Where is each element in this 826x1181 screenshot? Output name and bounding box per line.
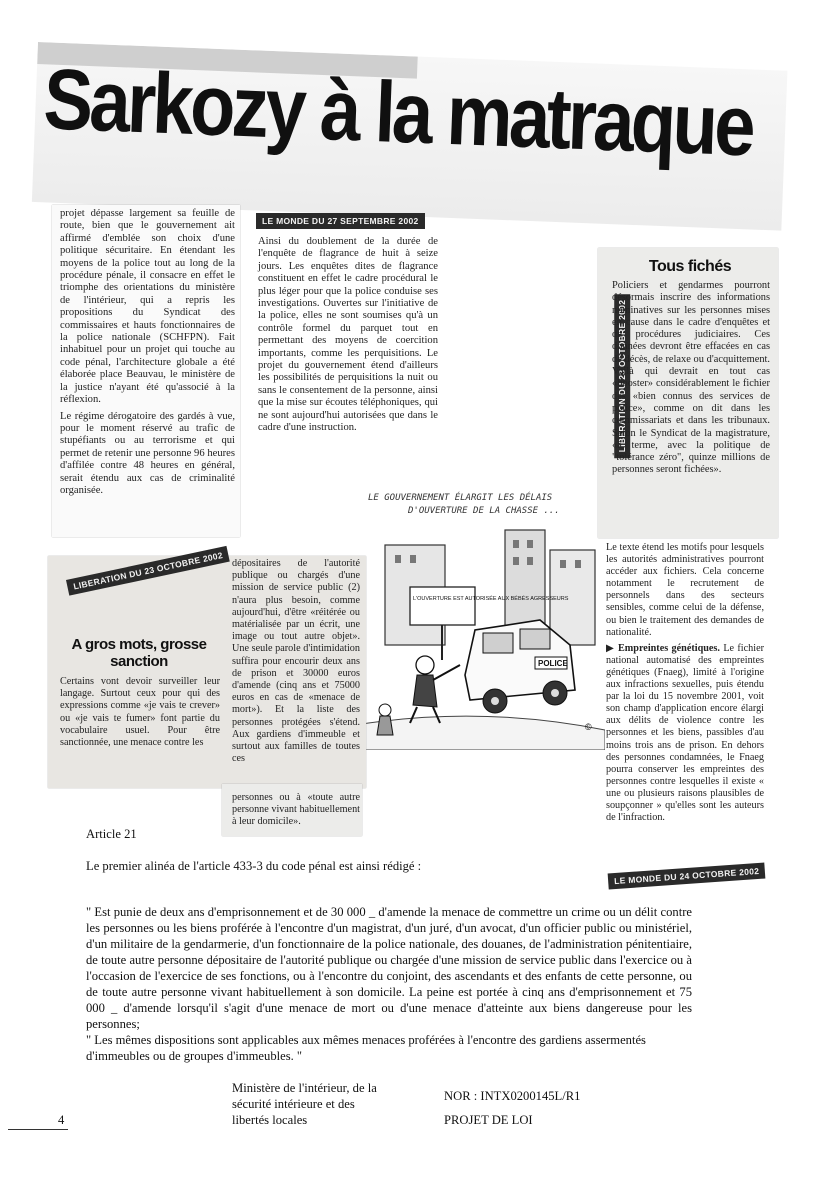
page-number: 4 bbox=[58, 1113, 65, 1127]
article-col-right bbox=[606, 542, 764, 824]
page-rule bbox=[8, 1129, 68, 1130]
gros-mots-mid-col-2 bbox=[232, 792, 360, 829]
ministry-line-3: libertés locales bbox=[232, 1113, 308, 1127]
gros-mots-title: A gros mots, grosse sanction bbox=[71, 636, 207, 670]
source-tag-liberation-23-oct: LIBERATION DU 23 OCTOBRE 2002 bbox=[66, 546, 230, 596]
headline-title: Sarkozy à la matraque bbox=[41, 51, 754, 175]
ministry-block bbox=[232, 1080, 377, 1128]
source-tag-monde-27-sept: LE MONDE DU 27 SEPTEMBRE 2002 bbox=[256, 213, 425, 229]
cartoon-illustration bbox=[355, 525, 605, 785]
law-quote-2: " Les mêmes dispositions sont applicables aux mêmes menaces proférées à l'encontre des gardiens assermentés d'immeubles ou de groupes d'immeubles. " bbox=[86, 1033, 646, 1063]
col-right-paragraph-1: Le texte étend les motifs pour lesquels les autorités administratives pourront accéder aux fichiers. Cela concerne notamment le recrutement de personnels dans des secteurs sensibles, comme celui de la défense, ou bien le traitement des demandes de nationalité. bbox=[606, 542, 764, 638]
cartoon-drawing bbox=[355, 525, 605, 750]
gros-mots-mid-text: dépositaires de l'autorité publique ou chargés d'une mission de service public (2) n'aura plus besoin, comme aujourd'hui, d'être «réitérée ou matérialisée par un écrit, une image ou tout autre objet». Une seule parole d'intimidation suffira pour encourir deux ans de prison et 30000 euros d'amende (cinq ans et 75000 euros en cas de «menace de mort»). Et la liste des personnes protégées s'étend. Aux gardiens d'immeuble et surtout aux familles de toutes ces bbox=[232, 558, 360, 765]
gros-mots-mid-text-2: personnes ou à «toute autre personne vivant habituellement à leur domicile». bbox=[232, 792, 360, 828]
law-intro: Le premier alinéa de l'article 433-3 du code pénal est ainsi rédigé : bbox=[86, 859, 422, 873]
law-quote-1: " Est punie de deux ans d'emprisonnement et de 30 000 _ d'amende la menace de commettre un crime ou un délit contre les personnes ou les biens proférée à l'encontre d'un magistrat, d'un juré, d'un avocat, d'un officier public ou ministériel, d'un militaire de la gendarmerie, d'un fonctionnaire de la police nationale, des douanes, de l'administration pénitentiaire, de toute autre personne dépositaire de l'autorité publique ou chargée d'une mission de service public dans l'exercice ou à l'occasion de l'exercice de ses fonctions, ou à l'encontre du conjoint, des ascendants et des enfants de cette personne, ou de toute autre personne vivant habituellement à son domicile. La peine est portée à cinq ans d'emprisonnement et 75 000 _ d'amende lorsqu'il s'agit d'une menace de mort ou d'une menace d'atteinte aux biens dangereuse pour les personnes; bbox=[86, 905, 692, 1031]
gros-mots-mid-col bbox=[232, 558, 360, 765]
cartoon-caption-line-2: D'OUVERTURE DE LA CHASSE ... bbox=[408, 506, 560, 516]
genetic-heading: ▶ Empreintes génétiques. bbox=[606, 642, 720, 654]
projet-de-loi: PROJET DE LOI bbox=[444, 1113, 533, 1127]
gros-mots-left-col bbox=[60, 676, 220, 749]
col1-paragraph-2: Le régime dérogatoire des gardés à vue, pour le moment réservé au trafic de stupéfiants ou au terrorisme et qui permet de retenir une personne 96 heures d'affilée contre 48 heures en général, serait étendu aux cas de criminalité organisée. bbox=[60, 410, 235, 496]
col-right-paragraph-2-text: Le fichier national automatisé des empreintes génétiques (Fnaeg), limité à l'origine aux infractions sexuelles, puis étendu par la loi du 15 novembre 2001, voit son champ d'application encore élargi aux délits de violence contre les personnes et les biens, passibles d'au moins trois ans de prison. En dehors des personnes condamnées, le Fnaeg pourra conserver les empreintes des personnes contre lesquelles il existe « une ou plusieurs raisons plausibles de soupçonner » qu'elles sont les auteurs de l'infraction. bbox=[606, 642, 764, 824]
tous-fiches-title: Tous fichés bbox=[648, 258, 732, 275]
nor-reference: NOR : INTX0200145L/R1 bbox=[444, 1089, 581, 1103]
col1-paragraph-1: projet dépasse largement sa feuille de route, bien que le gouvernement ait affirmé d'emblée son choix d'une politique sécuritaire. En étendant les moyens de la police tout au long de la procédure pénale, il consacre en effet le triomphe des orientations du ministère de l'intérieur, qui a repris les propositions du Syndicat des commissaires et hauts fonctionnaires de la police nationale (SCHFPN). Fait inhabituel pour un projet qui touche au code pénal, l'architecture globale a été élaborée place Beauvau, le ministère de la justice n'ayant été qu'associé à la réflexion. bbox=[60, 208, 235, 406]
gros-mots-left-text: Certains vont devoir surveiller leur langage. Surtout ceux pour qui des expressions comme «je vais te crever» ou «je vais te fumer» font partie du vocabulaire usuel. Pour être sanctionnée, une menace contre les bbox=[60, 676, 220, 749]
ministry-line-1: Ministère de l'intérieur, de la bbox=[232, 1081, 377, 1095]
cartoon-van-label: POLICE bbox=[538, 659, 568, 668]
article-number: Article 21 bbox=[86, 827, 137, 841]
svg-text:©: © bbox=[585, 722, 592, 732]
tous-fiches-text bbox=[612, 280, 770, 477]
source-tag-monde-24-oct: LE MONDE DU 24 OCTOBRE 2002 bbox=[608, 863, 766, 890]
ministry-line-2: sécurité intérieure et des bbox=[232, 1097, 355, 1111]
article-col-2 bbox=[258, 236, 438, 435]
source-tag-liberation-vertical: LIBERATION DU 23 OCTOBRE 2002 bbox=[614, 294, 630, 458]
tous-fiches-paragraph: Policiers et gendarmes pourront désormais inscrire des informations nominatives sur les personnes mises en cause dans le cadre d'enquêtes et de procédures judiciaires. Ces données devront être effacées en cas de décès, de relaxe ou d'acquittement. Voilà qui devrait en tout cas «booster» considérablement le fichier des «bien connus des services de police», comme on dit dans les commissariats et dans les tribunaux. Selon le Syndicat de la magistrature, «à terme, avec la politique de "tolérance zéro", quinze millions de personnes seront fichées». bbox=[612, 280, 770, 476]
col2-paragraph: Ainsi du doublement de la durée de l'enquête de flagrance de huit à seize jours. Les enquêtes dites de flagrance constituent en effet le cadre procédural le plus léger pour que la police conduise ses investigations. Ouvertes sur l'initiative de la police, elles ne sont soumises qu'à un contrôle formel du parquet tout en permettant des moyens de coercition importants, comme les perquisitions. Le projet du gouvernement étend d'ailleurs les possibilités de perquisitions la nuit ou sans le consentement de la personne, ainsi que la mise sur écoutes téléphoniques, qui ne sont aujourd'hui autorisées que dans le cadre d'une instruction. bbox=[258, 236, 438, 434]
col-right-paragraph-2 bbox=[606, 643, 764, 824]
cartoon-caption-line-1: LE GOUVERNEMENT ÉLARGIT LES DÉLAIS bbox=[368, 493, 553, 503]
headline-banner bbox=[32, 42, 788, 231]
cartoon-caption bbox=[368, 492, 608, 518]
cartoon-sign-text: L'OUVERTURE EST AUTORISÉE AUX BÉBÉS AGRESSEURS bbox=[413, 596, 569, 602]
article-col-1 bbox=[60, 208, 235, 497]
